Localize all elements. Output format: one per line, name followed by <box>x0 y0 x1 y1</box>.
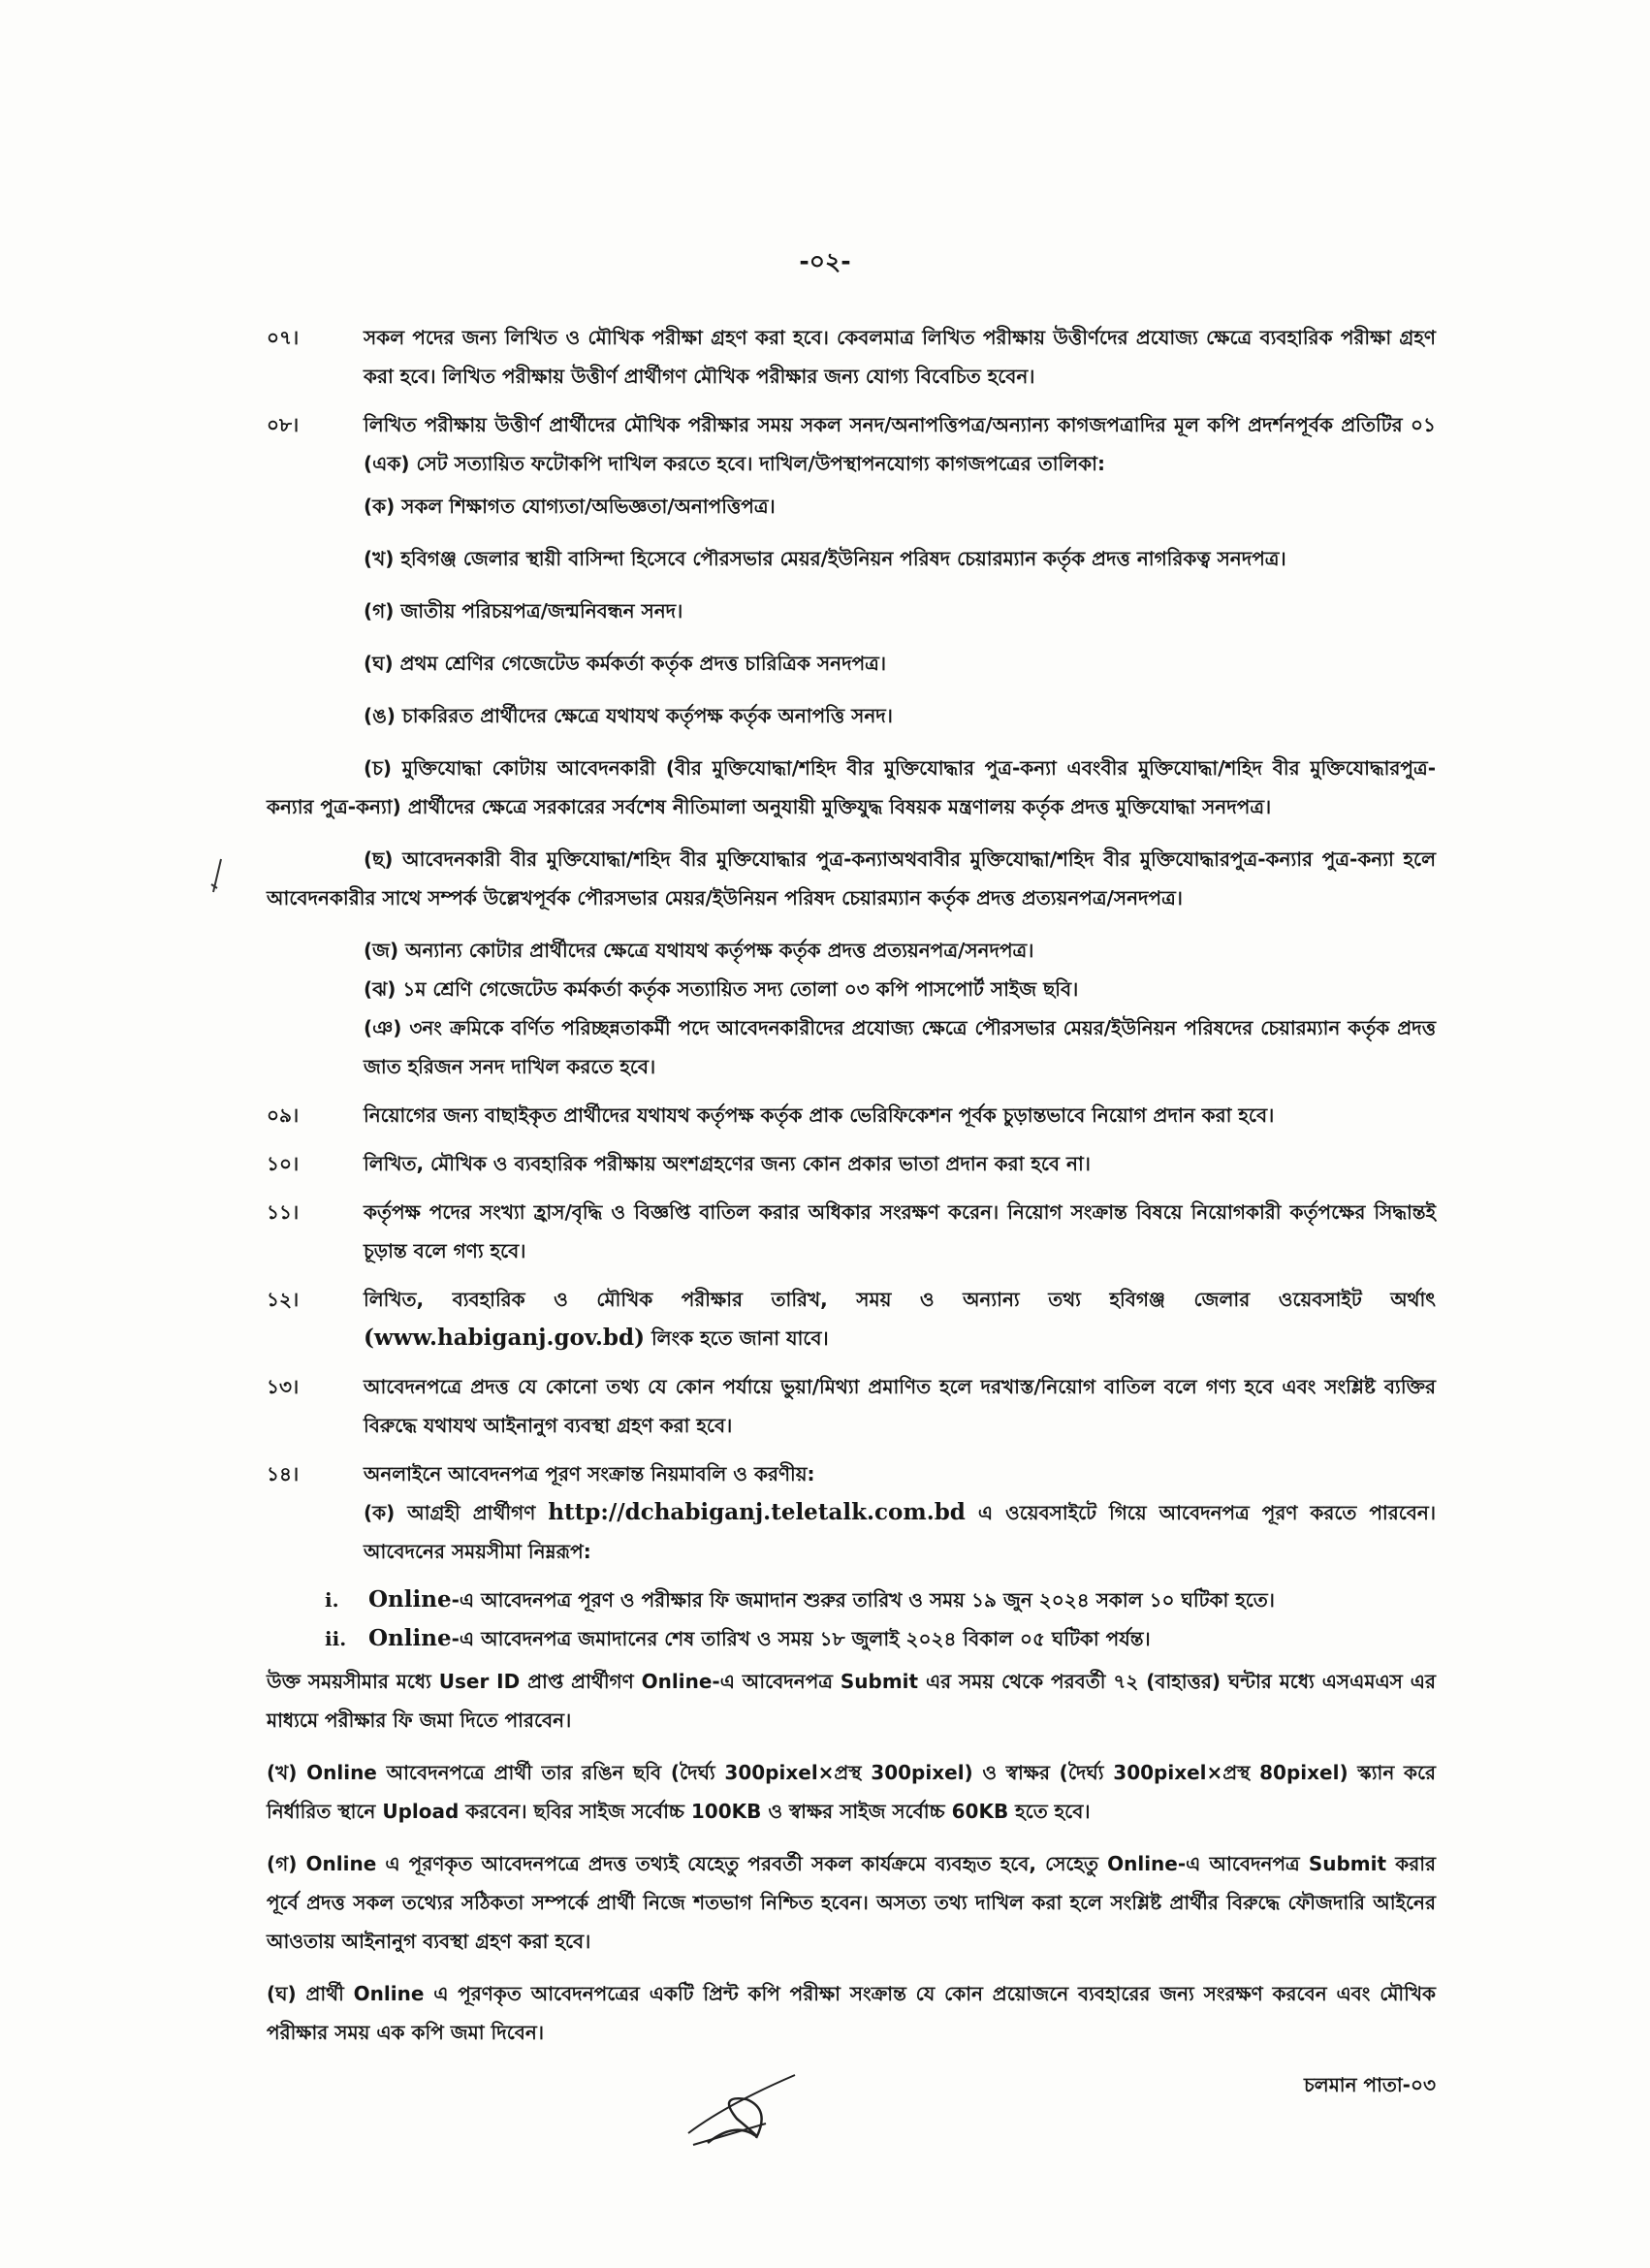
user-id-note: উক্ত সময়সীমার মধ্যে User ID প্রাপ্ত প্রার্থীগণ Online-এ আবেদনপত্র Submit এর সময় থেকে পরবর্তী ৭২ (বাহাত্তর) ঘন্টার মধ্যে এসএমএস এর মাধ্যমে পরীক্ষার ফি জমা দিতে পারবেন। <box>267 1670 1436 1732</box>
item-text: লিখিত পরীক্ষায় উত্তীর্ণ প্রার্থীদের মৌখিক পরীক্ষার সময় সকল সনদ/অনাপত্তিপত্র/অন্যান্য কাগজপত্রাদির মূল কপি প্রদর্শনপূর্বক প্রতিটির ০১ (এক) সেট সত্যায়িত ফটোকপি দাখিল করতে হবে। দাখিল/উপস্থাপনযোগ্য কাগজপত্রের তালিকা: <box>364 413 1436 475</box>
sub-item-ga-accuracy: (গ) Online এ পূরণকৃত আবেদনপত্রে প্রদত্ত তথ্যই যেহেতু পরবর্তী সকল কার্যক্রমে ব্যবহৃত হবে, সেহেতু Online-এ আবেদনপত্র Submit করার পূর্বে প্রদত্ত সকল তথ্যের সঠিকতা সম্পর্কে প্রার্থী নিজে শতভাগ নিশ্চিত হবেন। অসত্য তথ্য দাখিল করা হলে সংশ্লিষ্ট প্রার্থীর বিরুদ্ধে ফৌজদারি আইনের আওতায় আইনানুগ ব্যবস্থা গ্রহণ করা হবে। <box>267 1852 1436 1953</box>
item-number: ০৭। <box>267 326 300 349</box>
item-text: আবেদনপত্রে প্রদত্ত যে কোনো তথ্য যে কোন পর্যায়ে ভুয়া/মিথ্যা প্রমাণিত হলে দরখাস্ত/নিয়োগ বাতিল বলে গণ্য হবে এবং সংশ্লিষ্ট ব্যক্তির বিরুদ্ধে যথাযথ আইনানুগ ব্যবস্থা গ্রহণ করা হবে। <box>364 1375 1436 1437</box>
sub-item-kha-photo: (খ) Online আবেদনপত্রে প্রার্থী তার রঙিন ছবি (দৈর্ঘ্য 300pixel×প্রস্থ 300pixel) ও স্বাক্ষর (দৈর্ঘ্য 300pixel×প্রস্থ 80pixel) স্ক্যান করে নির্ধারিত স্থানে Upload করবেন। ছবির সাইজ সর্বোচ্চ 100KB ও স্বাক্ষর সাইজ সর্বোচ্চ 60KB হতে হবে। <box>267 1761 1436 1823</box>
sub-item-umo: (ঙ) চাকরিরত প্রার্থীদের ক্ষেত্রে যথাযথ কর্তৃপক্ষ কর্তৃক অনাপত্তি সনদ। <box>364 704 893 727</box>
online-word: Online <box>368 1586 452 1613</box>
item-08 <box>267 405 1436 735</box>
item-13 <box>267 1367 1436 1445</box>
item-text: সকল পদের জন্য লিখিত ও মৌখিক পরীক্ষা গ্রহণ করা হবে। কেবলমাত্র লিখিত পরীক্ষায় উত্তীর্ণদের প্রযোজ্য ক্ষেত্রে ব্যবহারিক পরীক্ষা গ্রহণ করা হবে। লিখিত পরীক্ষায় উত্তীর্ণ প্রার্থীগণ মৌখিক পরীক্ষার জন্য যোগ্য বিবেচিত হবেন। <box>364 326 1436 388</box>
item-number: ০৮। <box>267 413 300 436</box>
signature-scribble <box>679 2065 814 2153</box>
item-number: ১০। <box>267 1152 300 1175</box>
item-10 <box>267 1144 1436 1183</box>
sub-item-jha: (ঝ) ১ম শ্রেণি গেজেটেড কর্মকর্তা কর্তৃক সত্যায়িত সদ্য তোলা ০৩ কপি পাসপোর্ট সাইজ ছবি। <box>364 977 1079 1001</box>
item-number: ১৪। <box>267 1462 300 1485</box>
item-text: লিখিত, ব্যবহারিক ও মৌখিক পরীক্ষার তারিখ, সময় ও অন্যান্য তথ্য হবিগঞ্জ জেলার ওয়েবসাইট অর্থাৎ <box>364 1288 1436 1311</box>
item-08-tail-subs <box>267 931 1436 1086</box>
margin-pen-mark <box>207 857 227 896</box>
item-12 <box>267 1280 1436 1358</box>
item-14 <box>267 1454 1436 1571</box>
item-09 <box>267 1096 1436 1134</box>
item-text: কর্তৃপক্ষ পদের সংখ্যা হ্রাস/বৃদ্ধি ও বিজ্ঞপ্তি বাতিল করার অধিকার সংরক্ষণ করেন। নিয়োগ সংক্রান্ত বিষয়ে নিয়োগকারী কর্তৃপক্ষের সিদ্ধান্তই চূড়ান্ত বলে গণ্য হবে। <box>364 1200 1436 1262</box>
sub-item-ka: (ক) সকল শিক্ষাগত যোগ্যতা/অভিজ্ঞতা/অনাপত্তিপত্র। <box>364 495 776 518</box>
sub-item-chha: (ছ) আবেদনকারী বীর মুক্তিযোদ্ধা/শহিদ বীর মুক্তিযোদ্ধার পুত্র-কন্যাঅথবাবীর মুক্তিযোদ্ধা/শহিদ বীর মুক্তিযোদ্ধারপুত্র-কন্যার পুত্র-কন্যা হলে আবেদনকারীর সাথে সম্পর্ক উল্লেখপূর্বক পৌরসভার মেয়র/ইউনিয়ন পরিষদ চেয়ারম্যান কর্তৃক প্রদত্ত প্রত্যয়নপত্র/সনদপত্র। <box>267 847 1436 910</box>
roman-number: i. <box>325 1588 339 1612</box>
website-link[interactable]: (www.habiganj.gov.bd) <box>364 1325 645 1351</box>
item-number: ১২। <box>267 1288 300 1311</box>
item-number: ১১। <box>267 1200 300 1224</box>
sub-item-ga: (গ) জাতীয় পরিচয়পত্র/জন্মনিবন্ধন সনদ। <box>364 599 683 623</box>
sub-item-gha: (ঘ) প্রথম শ্রেণির গেজেটেড কর্মকর্তা কর্তৃক প্রদত্ত চারিত্রিক সনদপত্র। <box>364 652 887 675</box>
roman-number: ii. <box>325 1627 347 1650</box>
page-number: -০২- <box>799 247 851 275</box>
sub-item-gha-print: (ঘ) প্রার্থী Online এ পূরণকৃত আবেদনপত্রের একটি প্রিন্ট কপি পরীক্ষা সংক্রান্ত যে কোন প্রয়োজনে ব্যবহারের জন্য সংরক্ষণ করবেন এবং মৌখিক পরীক্ষার সময় এক কপি জমা দিবেন। <box>267 1982 1436 2044</box>
item-11 <box>267 1193 1436 1270</box>
item-number: ১৩। <box>267 1375 300 1398</box>
deadline-text: -এ আবেদনপত্র জমাদানের শেষ তারিখ ও সময় ১৮ জুলাই ২০২৪ বিকাল ০৫ ঘটিকা পর্যন্ত। <box>451 1627 1151 1650</box>
teletalk-link[interactable]: http://dchabiganj.teletalk.com.bd <box>548 1499 966 1525</box>
sub-item-kha: (খ) হবিগঞ্জ জেলার স্থায়ী বাসিন্দা হিসেবে পৌরসভার মেয়র/ইউনিয়ন পরিষদ চেয়ারম্যান কর্তৃক প্রদত্ত নাগরিকত্ব সনদপত্র। <box>364 547 1286 570</box>
item-14-body <box>213 1662 1436 2104</box>
deadline-text: -এ আবেদনপত্র পূরণ ও পরীক্ষার ফি জমাদান শুরুর তারিখ ও সময় ১৯ জুন ২০২৪ সকাল ১০ ঘটিকা হতে। <box>451 1588 1275 1612</box>
item-08-wide-subs <box>267 749 1436 917</box>
sub-item-cha: (চ) মুক্তিযোদ্ধা কোটায় আবেদনকারী (বীর মুক্তিযোদ্ধা/শহিদ বীর মুক্তিযোদ্ধার পুত্র-কন্যা এবংবীর মুক্তিযোদ্ধা/শহিদ বীর মুক্তিযোদ্ধারপুত্র-কন্যার পুত্র-কন্যা) প্রার্থীদের ক্ষেত্রে সরকারের সর্বশেষ নীতিমালা অনুযায়ী মুক্তিযুদ্ধ বিষয়ক মন্ত্রণালয় কর্তৃক প্রদত্ত মুক্তিযোদ্ধা সনদপত্র। <box>267 756 1436 818</box>
item-text: নিয়োগের জন্য বাছাইকৃত প্রার্থীদের যথাযথ কর্তৃপক্ষ কর্তৃক প্রাক ভেরিফিকেশন পূর্বক চুড়ান্তভাবে নিয়োগ প্রদান করা হবে। <box>364 1103 1275 1127</box>
sub-item-ja: (জ) অন্যান্য কোটার প্রার্থীদের ক্ষেত্রে যথাযথ কর্তৃপক্ষ কর্তৃক প্রদত্ত প্রত্যয়নপত্র/সনদপত্র। <box>364 939 1034 962</box>
continued-page-note: চলমান পাতা-০৩ <box>1304 2073 1436 2096</box>
document-body <box>267 318 1436 2114</box>
sub-item-ka-text: এ ওয়েবসাইটে গিয়ে আবেদনপত্র পূরণ করতে পারবেন। আবেদনের সময়সীমা নিম্নরূপ: <box>364 1501 1436 1563</box>
item-number: ০৯। <box>267 1103 300 1127</box>
item-heading: অনলাইনে আবেদনপত্র পূরণ সংক্রান্ত নিয়মাবলি ও করণীয়: <box>364 1462 815 1485</box>
sub-item-ka-prefix: (ক) আগ্রহী প্রার্থীগণ <box>364 1501 536 1524</box>
deadline-start <box>325 1581 1436 1619</box>
sub-item-nia: (ঞ) ৩নং ক্রমিকে বর্ণিত পরিচ্ছন্নতাকর্মী পদে আবেদনকারীদের প্রযোজ্য ক্ষেত্রে পৌরসভার মেয়র/ইউনিয়ন পরিষদের চেয়ারম্যান কর্তৃক প্রদত্ত জাত হরিজন সনদ দাখিল করতে হবে। <box>364 1016 1436 1078</box>
item-text-tail: লিংক হতে জানা যাবে। <box>644 1326 829 1350</box>
deadline-end <box>325 1619 1436 1658</box>
item-text: লিখিত, মৌখিক ও ব্যবহারিক পরীক্ষায় অংশগ্রহণের জন্য কোন প্রকার ভাতা প্রদান করা হবে না। <box>364 1152 1091 1175</box>
deadline-list <box>267 1581 1436 1658</box>
online-word: Online <box>368 1625 452 1651</box>
item-07 <box>267 318 1436 396</box>
